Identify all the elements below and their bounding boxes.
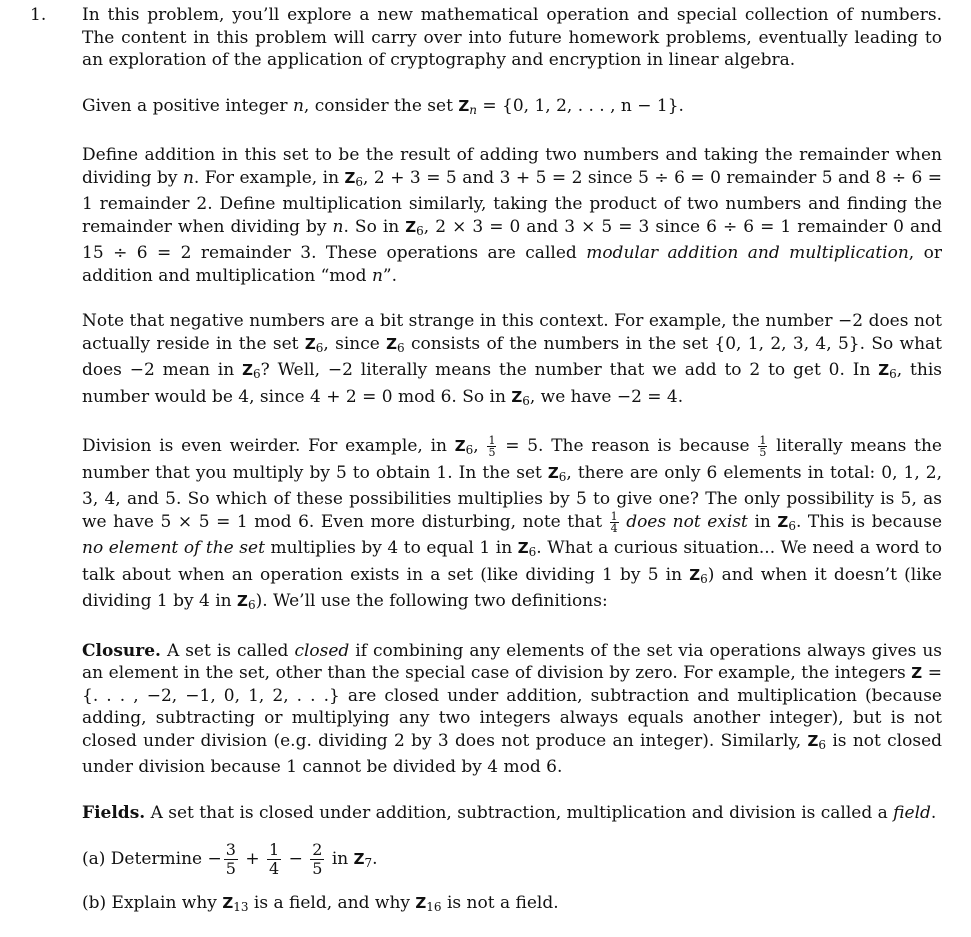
emph-text: field	[893, 802, 931, 823]
t3-text: consists of the numbers in the set {0, 1, 2, 3, 4, 5}. So what does −2 mean in	[82, 333, 943, 380]
five-text: 5	[312, 859, 323, 878]
five-text: 5	[488, 446, 496, 459]
t8-text: multiplies by 4 to equal 1 in	[264, 538, 518, 558]
sub-7-text: 7	[364, 856, 373, 870]
fraction-one-fourth	[610, 511, 619, 534]
n-text: n	[182, 167, 194, 188]
division-paragraph	[82, 435, 942, 617]
given-paragraph	[82, 95, 942, 122]
n-text: n	[292, 95, 304, 116]
t5-text: , 2 × 3 = 0 and 3 × 5 = 3 since 6 ÷ 6 = 1 remainder 0 and 15 ÷ 6 = 2 remainder 3. These operations are called	[82, 216, 942, 263]
t4-text: literally means the number that you multiply by 5 to obtain 1. In the set	[82, 436, 942, 483]
Z-text: Z	[807, 731, 819, 750]
emph-text: closed	[294, 640, 350, 661]
one-text: 1	[610, 509, 618, 523]
sub-6-text: 6	[528, 545, 537, 559]
closure-definition	[82, 640, 942, 779]
t2-text: .	[930, 802, 937, 823]
Z-text: Z	[911, 664, 923, 682]
intro-paragraph	[82, 4, 942, 72]
sub-6-text: 6	[252, 367, 261, 381]
Z-text: Z	[353, 850, 365, 868]
four-text: 4	[610, 521, 618, 535]
n-text: n	[332, 216, 344, 237]
problem-1	[30, 4, 942, 933]
sub-6-text: 6	[397, 340, 405, 355]
t1-text: Define addition in this set to be the result of adding two numbers and taking the remainder when dividing by	[82, 145, 942, 188]
Z-text: Z	[454, 437, 466, 455]
e2-text: no element of the set	[82, 538, 265, 558]
Z-text: Z	[878, 361, 890, 379]
five-text: 5	[225, 859, 236, 878]
t10-text: ) and when it doesn’t (like dividing 1 by 4 in	[82, 564, 942, 611]
t4-text: . So in	[343, 216, 406, 237]
t3-text: , 2 + 3 = 5 and 3 + 5 = 2 since 5 ÷ 6 = 0 remainder 5 and 8 ÷ 6 = 1 remainder 2. Define multiplication similarly, taking the product of two numbers and finding the remainder when dividing by	[82, 167, 942, 237]
t2-text: if combining any elements of the set via operations always gives us an element in the set, other than the special case of division by zero. For example, the integers	[82, 640, 942, 683]
t5-text: , there are only 6 elements in total: 0, 1, 2, 3, 4, and 5. So which of these possibilities multiplies by 5 to give one? The only possibility is 5, as we have 5 × 5 = 1 mod 6. Even more disturbing, note that	[82, 462, 942, 532]
Z-text: Z	[222, 894, 234, 912]
sub-6-text: 6	[788, 518, 796, 533]
negative-numbers-paragraph	[82, 310, 942, 412]
t7-text: . This is because	[795, 511, 943, 532]
sub-6-text: 6	[558, 469, 567, 484]
tail-text: is not a field.	[441, 893, 559, 913]
sub-n-text: n	[469, 102, 477, 117]
label-text: (b) Explain why	[82, 893, 223, 913]
t1-text: A set that is closed under addition, subtraction, multiplication and division is called a	[145, 802, 894, 823]
e1-text: does not exist	[626, 511, 748, 532]
problem-body	[82, 4, 942, 919]
five-text: 5	[759, 446, 767, 459]
set-expr-text: = {0, 1, 2, . . . , n − 1}.	[482, 95, 684, 116]
Z-text: Z	[415, 894, 427, 912]
sub-16-text: 16	[426, 900, 442, 914]
t9-text: . What a curious situation... We need a word to talk about when an operation exists in a set (like dividing 1 by 5 in	[82, 538, 942, 585]
one-text: 1	[488, 434, 496, 447]
one-text: 1	[268, 840, 280, 859]
Z-text: Z	[689, 565, 701, 584]
sub-6-text: 6	[315, 340, 324, 355]
minus-text: −	[283, 849, 309, 869]
period-text: .	[372, 849, 378, 869]
two-text: 2	[312, 840, 323, 859]
sub-6-text: 6	[465, 443, 474, 457]
fraction-one-fourth-display	[267, 841, 281, 878]
t4-text: is not closed under division because 1 cannot be divided by 4 mod 6.	[82, 730, 943, 777]
mid-text: is a field, and why	[248, 893, 416, 913]
Z-text: Z	[344, 168, 356, 187]
Z-text: Z	[547, 463, 559, 482]
emph-text: modular addition and multiplication	[586, 243, 909, 263]
t3-text: = 5. The reason is because	[497, 436, 758, 456]
mid-text: , consider the set	[303, 95, 459, 116]
part-a	[82, 841, 942, 878]
part-b	[82, 892, 942, 919]
t1-text: A set is called	[160, 640, 295, 661]
sub-6-text: 6	[522, 393, 530, 408]
t5-text: , this number would be 4, since 4 + 2 = 0 mod 6. So in	[82, 360, 943, 407]
fields-heading: Fields.	[82, 802, 146, 823]
Z-text: Z	[511, 387, 523, 406]
one-text: 1	[759, 434, 767, 447]
t3-text: = {. . . , −2, −1, 0, 1, 2, . . .} are closed under addition, subtraction and multiplication (because adding, subtracting or multiplying any two integers always equals another integer), but is not closed under division (e.g. dividing 2 by 3 does not produce an integer). Similarly,	[82, 663, 942, 751]
sub-6-text: 6	[355, 174, 364, 189]
t6-text: , we have −2 = 4.	[529, 386, 684, 407]
fields-definition	[82, 802, 942, 825]
sub-6-text: 6	[700, 571, 708, 586]
fraction-one-fifth-2	[758, 435, 767, 458]
Z-text: Z	[517, 539, 529, 557]
label-text: (a) Determine −	[82, 849, 222, 869]
fraction-three-fifths	[224, 841, 238, 878]
Z-text: Z	[777, 512, 789, 531]
Z-text: Z	[242, 361, 253, 379]
Z-text: Z	[458, 96, 470, 115]
t11-text: ). We’ll use the following two definitions:	[255, 591, 608, 611]
problem-number: 1.	[30, 5, 47, 25]
t6-text: in	[747, 511, 778, 532]
pre-text: Given a positive integer	[82, 95, 293, 116]
sub-6-text: 6	[247, 598, 256, 612]
closure-heading: Closure.	[82, 640, 161, 661]
Z-text: Z	[386, 334, 397, 353]
t7-text: ”.	[382, 265, 398, 286]
intro-text: In this problem, you’ll explore a new mathematical operation and special collection of numbers. The content in this problem will carry over into future homework problems, eventually leading to an exploration of the application of cryptography and encryption in linear algebra.	[82, 5, 942, 70]
fraction-one-fifth	[487, 435, 496, 458]
t2-text: ,	[473, 436, 487, 456]
tail-text: in	[326, 849, 354, 869]
sub-6-text: 6	[818, 737, 827, 752]
define-paragraph	[82, 144, 942, 287]
three-text: 3	[225, 840, 236, 859]
t1-text: Division is even weirder. For example, in	[82, 436, 455, 456]
Z-text: Z	[237, 592, 248, 610]
sub-6-text: 6	[416, 223, 424, 238]
t2-text: . For example, in	[193, 167, 345, 188]
t6-text: , or addition and multiplication “mod	[82, 243, 942, 286]
sub-6-text: 6	[889, 367, 897, 381]
sub-13-text: 13	[233, 900, 249, 914]
t1-text: Note that negative numbers are a bit strange in this context. For example, the number −2 does not actually reside in the set	[82, 311, 942, 354]
n-text: n	[371, 265, 383, 286]
t2-text: , since	[323, 333, 387, 354]
fraction-two-fifths	[310, 841, 324, 878]
Z-text: Z	[405, 217, 417, 236]
plus-text: +	[239, 849, 265, 869]
Z-text: Z	[304, 334, 316, 353]
four-text: 4	[268, 859, 280, 878]
t4-text: ? Well, −2 literally means the number that we add to 2 to get 0. In	[260, 360, 879, 380]
